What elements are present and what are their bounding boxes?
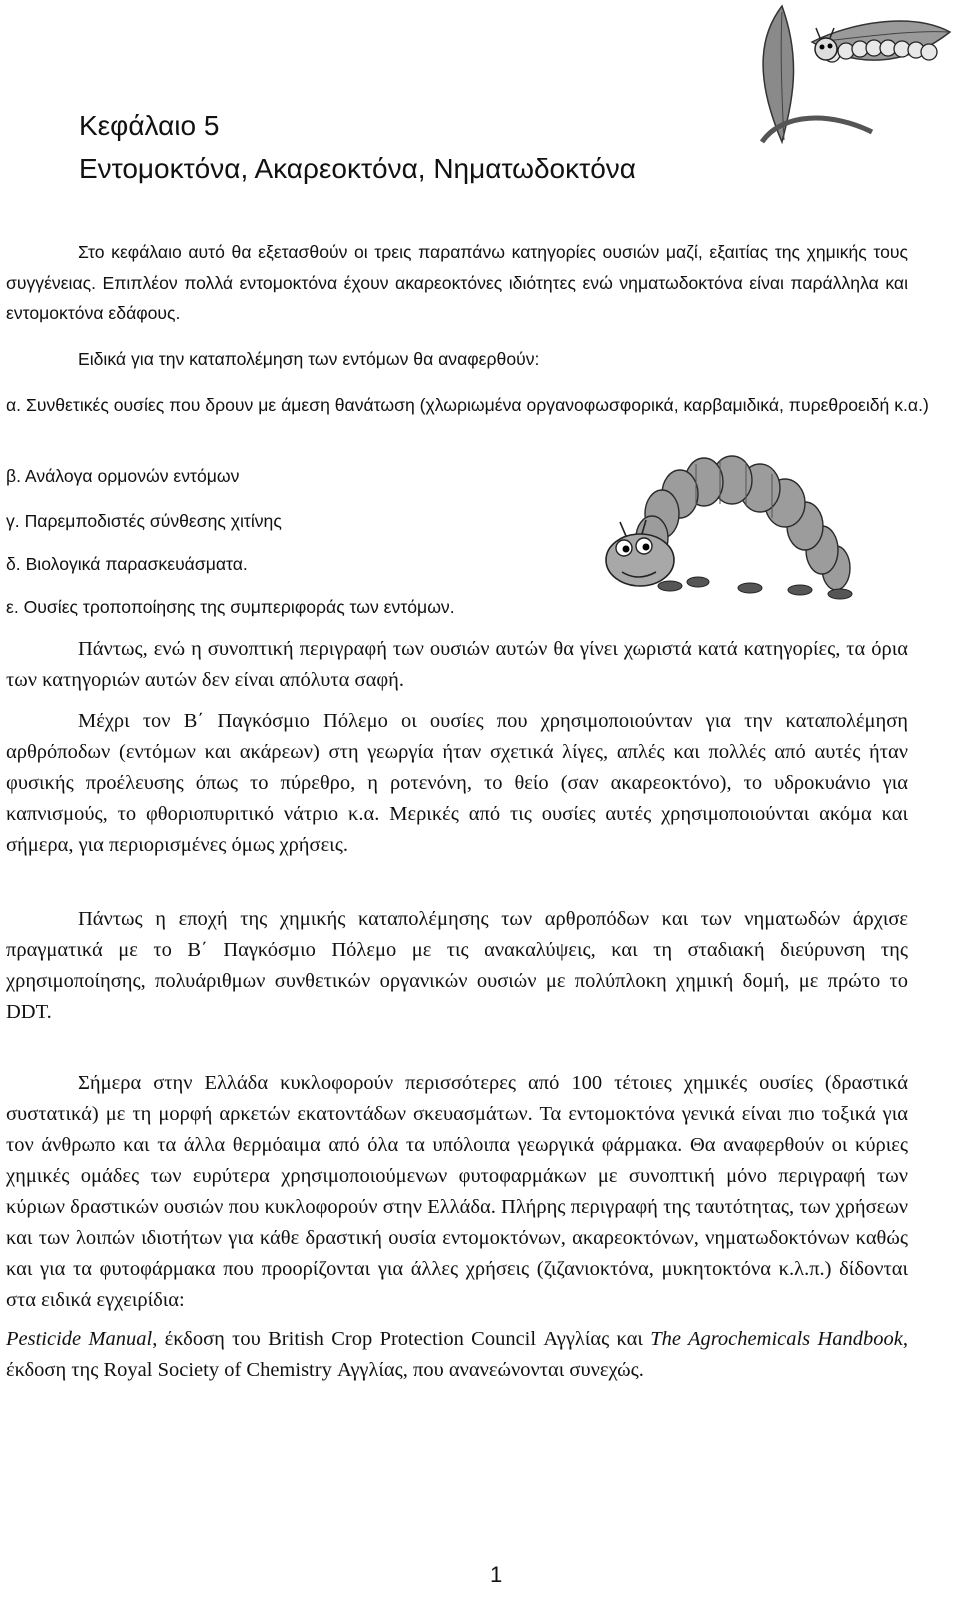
list-item-b: β. Ανάλογα ορμονών εντόμων — [6, 466, 240, 486]
handbook-publisher: , έκδοση της Royal Society of Chemistry Αγγλίας, που ανανεώνονται συνεχώς. — [6, 1328, 909, 1381]
list-item-d: δ. Βιολογικά παρασκευάσματα. — [6, 554, 248, 574]
chapter-subtitle: Εντομοκτόνα, Ακαρεοκτόνα, Νηματωδοκτόνα — [79, 153, 636, 184]
chapter-title — [79, 104, 636, 190]
intro-lead: Ειδικά για την καταπολέμηση των εντόμων θα αναφερθούν: — [78, 349, 540, 369]
worm-cartoon-icon — [600, 448, 860, 600]
list-item-e: ε. Ουσίες τροποποίησης της συμπεριφοράς των εντόμων. — [6, 597, 455, 617]
list-item-c: γ. Παρεμποδιστές σύνθεσης χιτίνης — [6, 511, 282, 531]
page-number: 1 — [490, 1562, 503, 1587]
body-paragraph-3: Πάντως η εποχή της χημικής καταπολέμησης των αρθροπόδων και των νηματωδών άρχισε πραγματικά με το Β΄ Παγκόσμιο Πόλεμο με τις ανακαλύψεις, και τη σταδιακή διεύρυνση της χρησιμοποίησης, πολυάριθμων συνθετικών οργανικών ουσιών με πολύπλοκη χημική δομή, με πρώτο το DDT. — [6, 908, 908, 1023]
leaf-caterpillar-icon — [722, 2, 954, 152]
agrochemicals-handbook-title: The Agrochemicals Handbook — [650, 1328, 903, 1350]
body-paragraph-2: Μέχρι τον Β΄ Παγκόσμιο Πόλεμο οι ουσίες που χρησιμοποιούνταν για την καταπολέμηση αρθρόποδων (εντόμων και ακάρεων) στη γεωργία ήταν σχετικά λίγες, απλές και πολλές από αυτές ήταν φυσικής προέλευσης όπως το πύρεθρο, η ροτενόνη, το θείο (σαν ακαρεοκτόνο), το υδροκυάνιο για καπνισμούς, το φθοριοπυριτικό νάτριο κ.α. Μερικές από τις ουσίες αυτές χρησιμοποιούνται ακόμα και σήμερα, για περιορισμένες όμως χρήσεις. — [6, 710, 908, 856]
body-paragraph-1: Πάντως, ενώ η συνοπτική περιγραφή των ουσιών αυτών θα γίνει χωριστά κατά κατηγορίες, τα όρια των κατηγοριών αυτών δεν είναι απόλυτα σαφή. — [6, 638, 908, 691]
pesticide-manual-title: Pesticide Manual — [6, 1328, 153, 1350]
body-paragraph-4: Σήμερα στην Ελλάδα κυκλοφορούν περισσότερες από 100 τέτοιες χημικές ουσίες (δραστικά συστατικά) με τη μορφή αρκετών εκατοντάδων σκευασμάτων. Τα εντομοκτόνα γενικά είναι πιο τοξικά για τον άνθρωπο και τα άλλα θερμόαιμα από όλα τα υπόλοιπα γεωργικά φάρμακα. Θα αναφερθούν οι κύριες χημικές ομάδες των ευρύτερα χρησιμοποιούμενων φυτοφαρμάκων με συνοπτική μόνο περιγραφή των κύριων δραστικών ουσιών που κυκλοφορούν στην Ελλάδα. Πλήρης περιγραφή της ταυτότητας, των χρήσεων και των λοιπών ιδιοτήτων για κάθε δραστική ουσία εντομοκτόνων, ακαρεοκτόνων, νηματωδοκτόνων καθώς και για τα φυτοφάρμακα που προορίζονται για άλλες χρήσεις (ζιζανιοκτόνα, μυκητοκτόνα κ.λ.π.) δίδονται στα ειδικά εγχειρίδια: — [6, 1072, 908, 1311]
intro-paragraph: Στο κεφάλαιο αυτό θα εξετασθούν οι τρεις παραπάνω κατηγορίες ουσιών μαζί, εξαιτίας της χημικής τους συγγένειας. Επιπλέον πολλά εντομοκτόνα έχουν ακαρεοκτόνες ιδιότητες ενώ νηματωδοκτόνα είναι παράλληλα και εντομοκτόνα εδάφους. — [6, 242, 908, 323]
list-item-a: α. Συνθετικές ουσίες που δρουν με άμεση θανάτωση (χλωριωμένα οργανοφωσφορικά, καρβαμιδικά, πυρεθροειδή κ.α.) — [6, 395, 929, 415]
manual-publisher: , έκδοση του British Crop Protection Council Αγγλίας και — [152, 1328, 651, 1350]
chapter-number: Κεφάλαιο 5 — [79, 110, 220, 141]
references-paragraph — [6, 1324, 908, 1386]
